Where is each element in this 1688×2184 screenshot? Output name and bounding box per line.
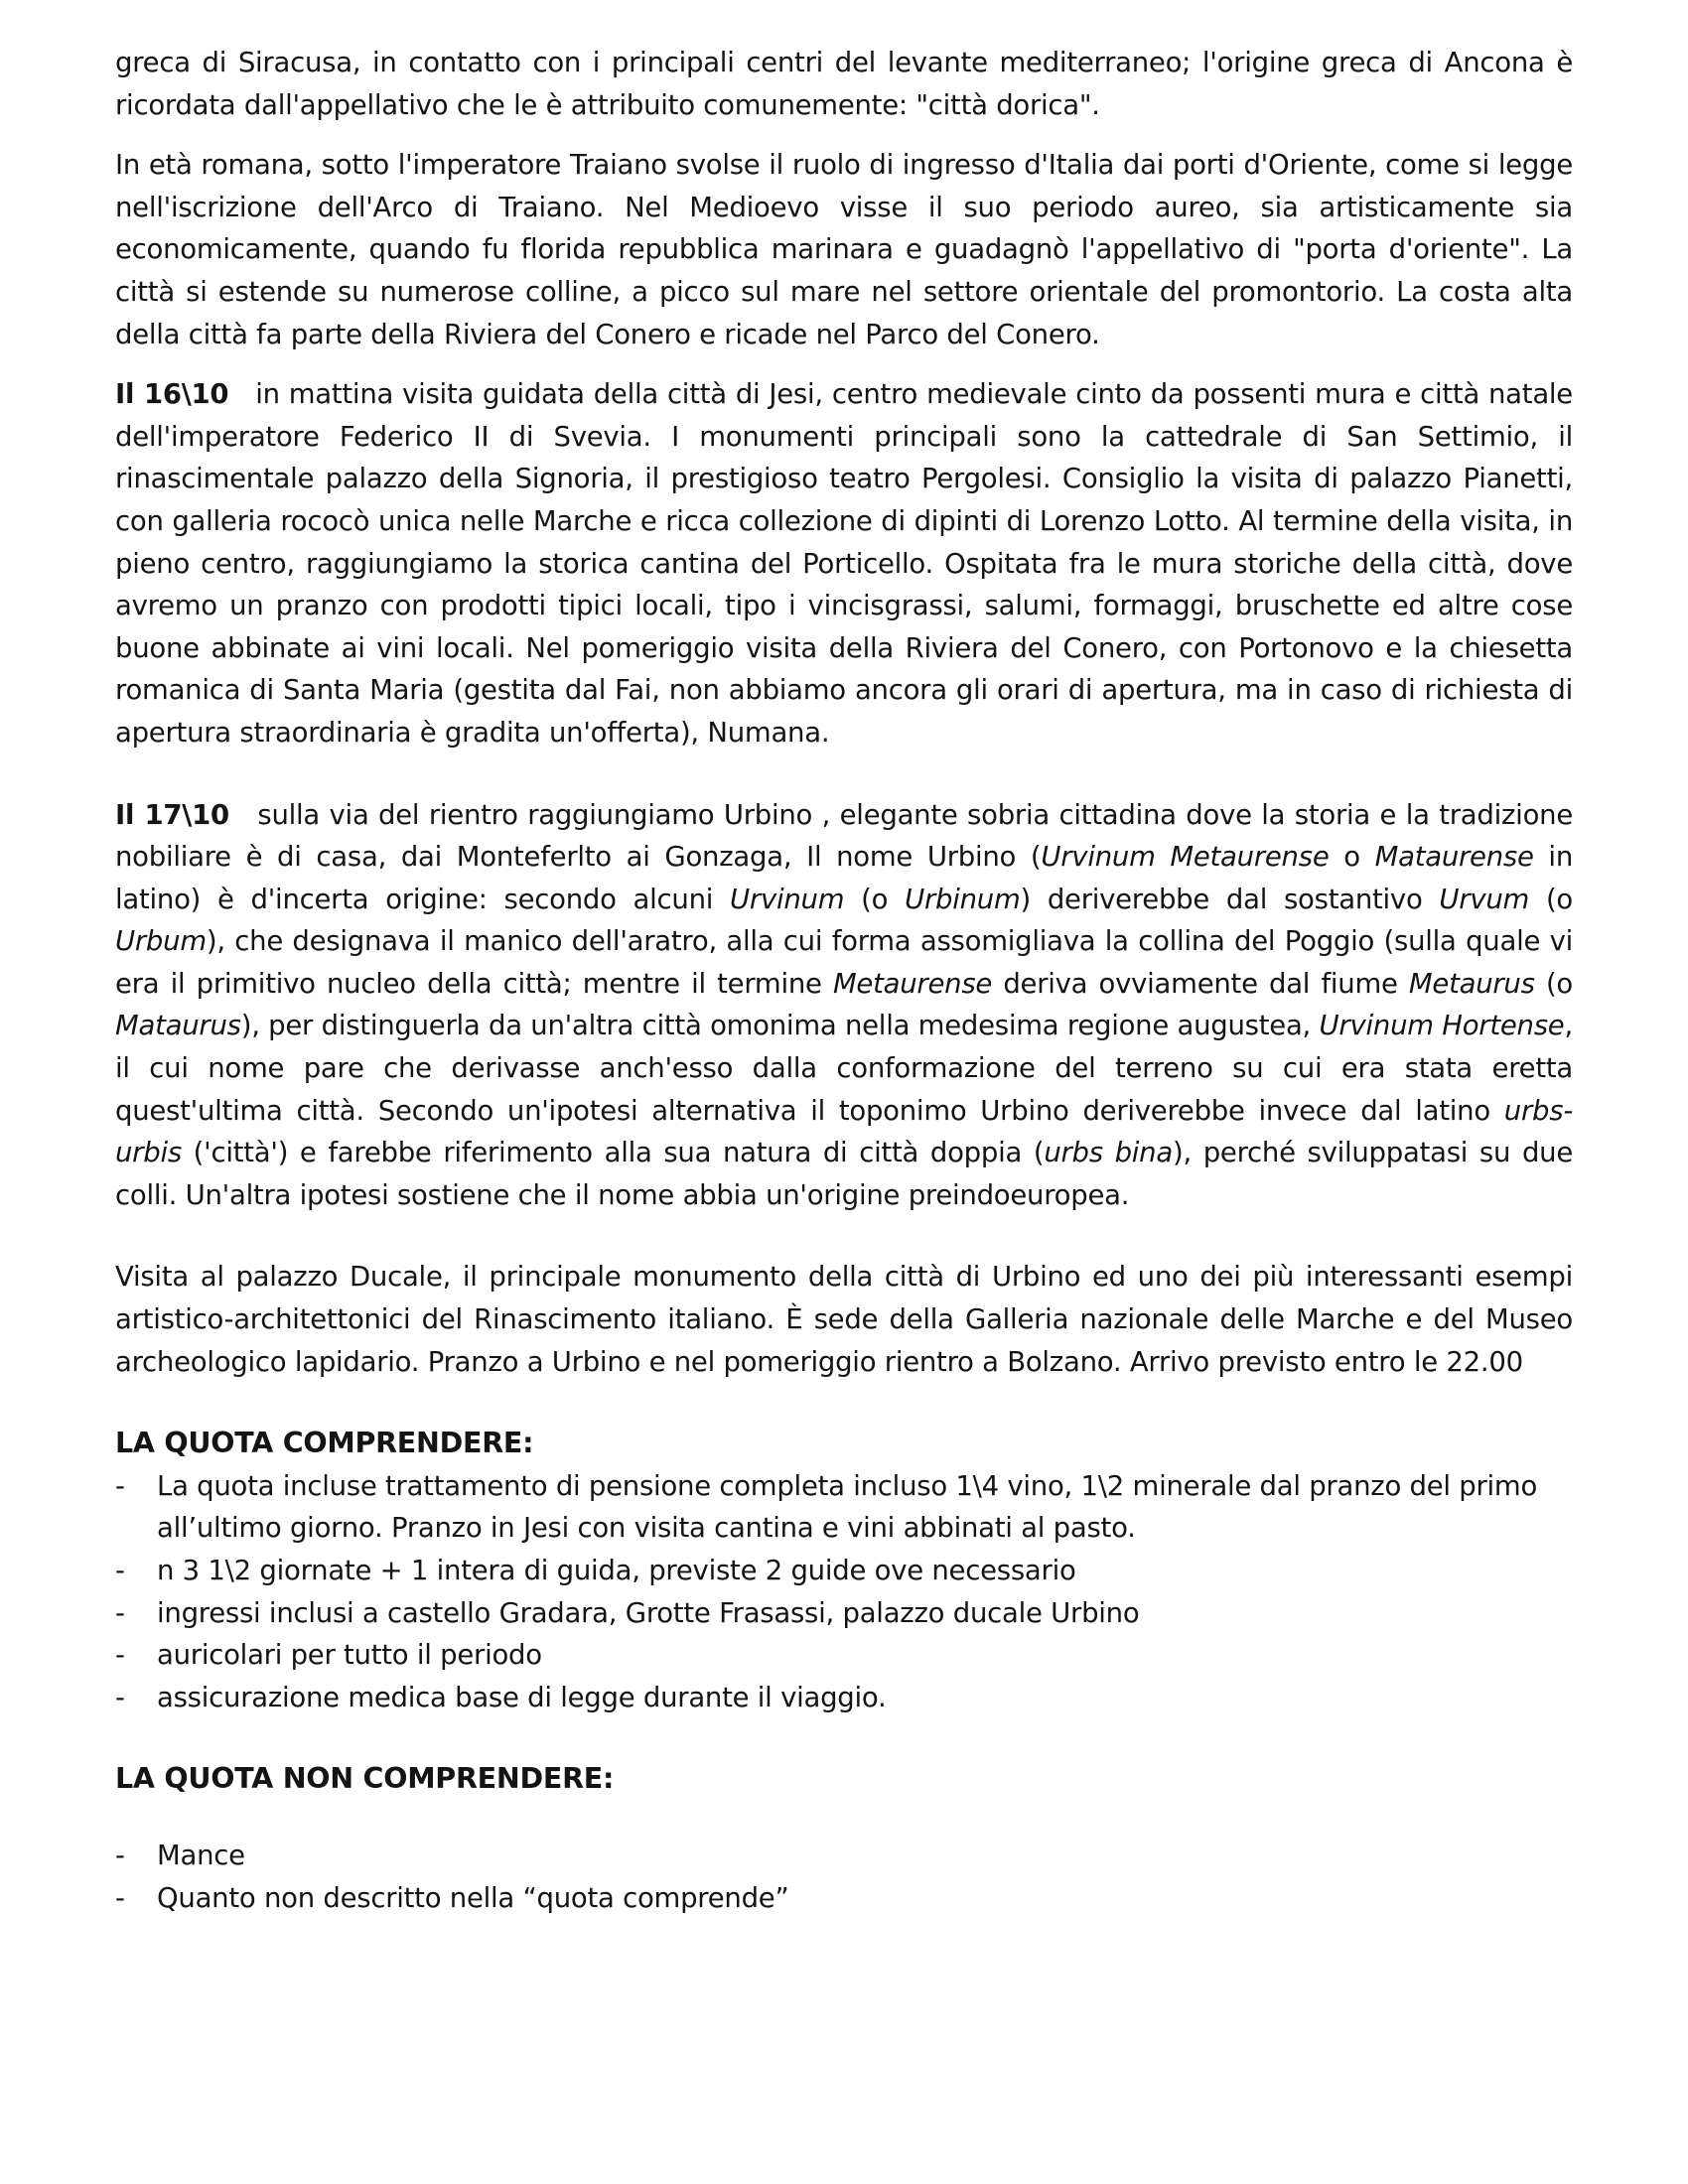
excludes-item-text: Mance	[157, 1839, 245, 1871]
day-17-latin-5: Urvum	[1439, 883, 1530, 915]
day-17-paragraph	[115, 794, 1573, 1217]
includes-item-text: La quota incluse trattamento di pensione completa incluso 1\4 vino, 1\2 minerale dal pranzo del primo all’ultimo giorno. Pranzo in Jesi con visita cantina e vini abbinati al pasto.	[157, 1469, 1538, 1545]
day-17-text-4: (o	[844, 883, 906, 915]
day-17-text-6: (o	[1529, 883, 1574, 915]
intro-paragraph-2: In età romana, sotto l'imperatore Traiano svolse il ruolo di ingresso d'Italia dai porti d'Oriente, come si legge nell'iscrizione dell'Arco di Traiano. Nel Medioevo visse il suo periodo aureo, sia artisticamente sia economicamente, quando fu florida repubblica marinara e guadagnò l'appellativo di "porta d'oriente". La città si estende su numerose colline, a picco sul mare nel settore orientale del promontorio. La costa alta della città fa parte della Riviera del Conero e ricade nel Parco del Conero.	[115, 149, 1573, 350]
includes-heading: LA QUOTA COMPRENDERE:	[115, 1427, 534, 1460]
day-17-latin-12: urbs bina	[1044, 1137, 1173, 1169]
includes-item-text: n 3 1\2 giornate + 1 intera di guida, previste 2 guide ove necessario	[157, 1555, 1076, 1586]
bullet-dash: -	[115, 1596, 125, 1629]
day-16-label: Il 16\10	[115, 378, 229, 411]
bullet-dash: -	[115, 1555, 125, 1586]
day-17-text-1: sulla via del rientro raggiungiamo Urbino , elegante sobria cittadina dove la storia e la tradizione nobiliare è di casa, dai Monteferlto ai Gonzaga, Il nome Urbino (	[115, 798, 1573, 874]
day-16-paragraph	[115, 373, 1573, 753]
excludes-item	[115, 1835, 1573, 1877]
includes-item-text: auricolari per tutto il periodo	[157, 1639, 542, 1672]
day-17-latin-2: Mataurense	[1374, 841, 1534, 874]
includes-item	[115, 1592, 1573, 1635]
includes-item-text: ingressi inclusi a castello Gradara, Grotte Frasassi, palazzo ducale Urbino	[157, 1596, 1140, 1629]
day-17-latin-8: Metaurus	[1408, 967, 1535, 1000]
bullet-dash: -	[115, 1881, 125, 1914]
day-17-text-13: ), perché sviluppatasi su due colli. Un'altra ipotesi sostiene che il nome abbia un'origine preindoeuropea.	[115, 1137, 1573, 1211]
day-17-text-10: ), per distinguerla da un'altra città omonima nella medesima regione augustea,	[240, 1010, 1320, 1042]
day-16-text: in mattina visita guidata della città di Jesi, centro medievale cinto da possenti mura e città natale dell'imperatore Federico II di Svevia. I monumenti principali sono la cattedrale di San Settimio, il rinascimentale palazzo della Signoria, il prestigioso teatro Pergolesi. Consiglio la visita di palazzo Pianetti, con galleria rococò unica nelle Marche e ricca collezione di dipinti di Lorenzo Lotto. Al termine della visita, in pieno centro, raggiungiamo la storica cantina del Porticello. Ospitata fra le mura storiche della città, dove avremo un pranzo con prodotti tipici locali, tipo i vincisgrassi, salumi, formaggi, bruschette ed altre cose buone abbinate ai vini locali. Nel pomeriggio visita della Riviera del Conero, con Portonovo e la chiesetta romanica di Santa Maria (gestita dal Fai, non abbiamo ancora gli orari di apertura, ma in caso di richiesta di apertura straordinaria è gradita un'offerta), Numana.	[115, 378, 1573, 749]
day-17-text-3: in latino) è d'incerta origine: secondo alcuni	[115, 841, 1573, 915]
day-17-label: Il 17\10	[115, 798, 229, 831]
day-17-latin-3: Urvinum	[730, 883, 845, 915]
day-17-text-11: , il cui nome pare che derivasse anch'esso dalla conformazione del terreno su cui era stata eretta quest'ultima città. Secondo un'ipotesi alternativa il toponimo Urbino deriverebbe invece dal latino	[115, 1010, 1573, 1127]
day-17-text-5: ) deriverebbe dal sostantivo	[1020, 883, 1440, 915]
day-17-latin-11: urbs-urbis	[115, 1094, 1573, 1169]
day-17-latin-10: Urvinum Hortense	[1319, 1010, 1565, 1042]
includes-item-text: assicurazione medica base di legge durante il viaggio.	[157, 1681, 887, 1713]
day-17-latin-4: Urbinum	[905, 883, 1021, 915]
day-17-text-9: (o	[1534, 967, 1574, 1000]
includes-item	[115, 1465, 1573, 1550]
excludes-item	[115, 1877, 1573, 1920]
bullet-dash: -	[115, 1839, 125, 1871]
day-17-latin-7: Metaurense	[832, 967, 993, 1000]
intro-paragraph-1: greca di Siracusa, in contatto con i principali centri del levante mediterraneo; l'origine greca di Ancona è ricordata dall'appellativo che le è attribuito comunemente: "città dorica".	[115, 47, 1573, 121]
bullet-dash: -	[115, 1469, 125, 1502]
palace-visit-paragraph: Visita al palazzo Ducale, il principale monumento della città di Urbino ed uno dei più interessanti esempi artistico-architettonici del Rinascimento italiano. È sede della Galleria nazionale delle Marche e del Museo archeologico lapidario. Pranzo a Urbino e nel pomeriggio rientro a Bolzano. Arrivo previsto entro le 22.00	[115, 1261, 1573, 1378]
excludes-heading: LA QUOTA NON COMPRENDERE:	[115, 1762, 615, 1796]
day-17-latin-1: Urvinum Metaurense	[1041, 841, 1330, 874]
day-17-text-2: o	[1329, 841, 1375, 874]
day-17-text-8: deriva ovviamente dal fiume	[992, 967, 1409, 1000]
includes-item	[115, 1677, 1573, 1719]
day-17-text-7: ), che designava il manico dell'aratro, alla cui forma assomigliava la collina del Poggio (sulla quale vi era il primitivo nucleo della città; mentre il termine	[115, 925, 1573, 1000]
excludes-list	[115, 1835, 1573, 1919]
day-17-latin-9: Mataurus	[115, 1010, 241, 1042]
day-17-text-12: ('città') e farebbe riferimento alla sua natura di città doppia (	[181, 1137, 1045, 1169]
includes-item	[115, 1634, 1573, 1677]
excludes-item-text: Quanto non descritto nella “quota comprende”	[157, 1881, 789, 1914]
day-17-latin-6: Urbum	[115, 925, 207, 958]
document-page	[115, 42, 1573, 1919]
includes-item	[115, 1550, 1573, 1592]
bullet-dash: -	[115, 1639, 125, 1672]
includes-list	[115, 1465, 1573, 1719]
bullet-dash: -	[115, 1681, 125, 1713]
